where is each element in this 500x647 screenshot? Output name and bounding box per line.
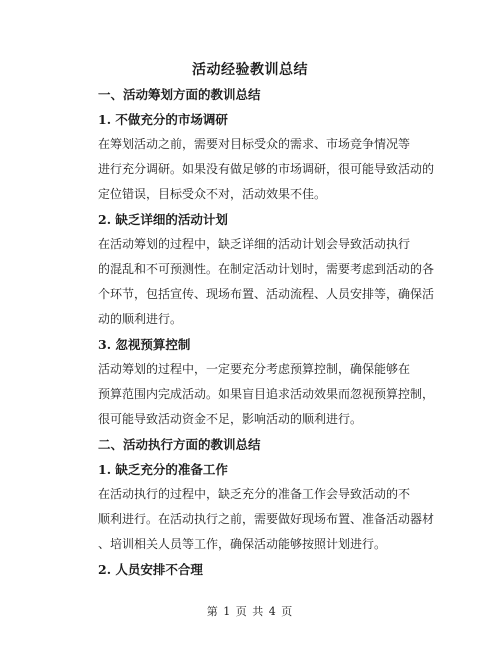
item-heading: 1. 缺乏充分的准备工作 [98,462,228,477]
page-footer: 第 1 页 共 4 页 [206,605,294,618]
paragraph [98,232,435,332]
paragraph-line: 进行充分调研。如果没有做足够的市场调研，很可能导致活动的 [98,162,435,176]
section-2 [0,432,500,582]
item-heading: 2. 人员安排不合理 [98,562,203,577]
paragraph-line: 、培训相关人员等工作，确保活动能够按照计划进行。 [98,537,387,551]
item-heading: 1. 不做充分的市场调研 [98,112,228,127]
paragraph-line: 在活动执行的过程中，缺乏充分的准备工作会导致活动的不 [98,487,411,501]
document-body [0,82,500,582]
paragraph-line: 的混乱和不可预测性。在制定活动计划时，需要考虑到活动的各 [98,262,435,276]
paragraph [98,357,435,432]
paragraph-line: 很可能导致活动资金不足，影响活动的顺利进行。 [98,412,363,426]
paragraph-line: 在活动筹划的过程中，缺乏详细的活动计划会导致活动执行 [98,237,411,251]
section-heading: 一、活动筹划方面的教训总结 [98,87,261,102]
paragraph-line: 预算范围内完成活动。如果盲目追求活动效果而忽视预算控制， [98,387,435,401]
paragraph-line: 在筹划活动之前，需要对目标受众的需求、市场竞争情况等 [98,137,411,151]
paragraph-line: 活动筹划的过程中，一定要充分考虑预算控制，确保能够在 [98,362,411,376]
item-heading: 3. 忽视预算控制 [98,337,191,352]
paragraph-line: 顺利进行。在活动执行之前，需要做好现场布置、准备活动器材 [98,512,435,526]
paragraph [98,132,435,207]
section-heading: 二、活动执行方面的教训总结 [98,437,261,452]
paragraph-line: 定位错误，目标受众不对，活动效果不佳。 [98,187,327,201]
section-1 [0,82,500,432]
paragraph-line: 动的顺利进行。 [98,312,183,326]
paragraph [98,482,435,557]
document-title: 活动经验教训总结 [192,62,308,78]
paragraph-line: 个环节，包括宣传、现场布置、活动流程、人员安排等，确保活 [98,287,435,301]
item-heading: 2. 缺乏详细的活动计划 [98,212,228,227]
